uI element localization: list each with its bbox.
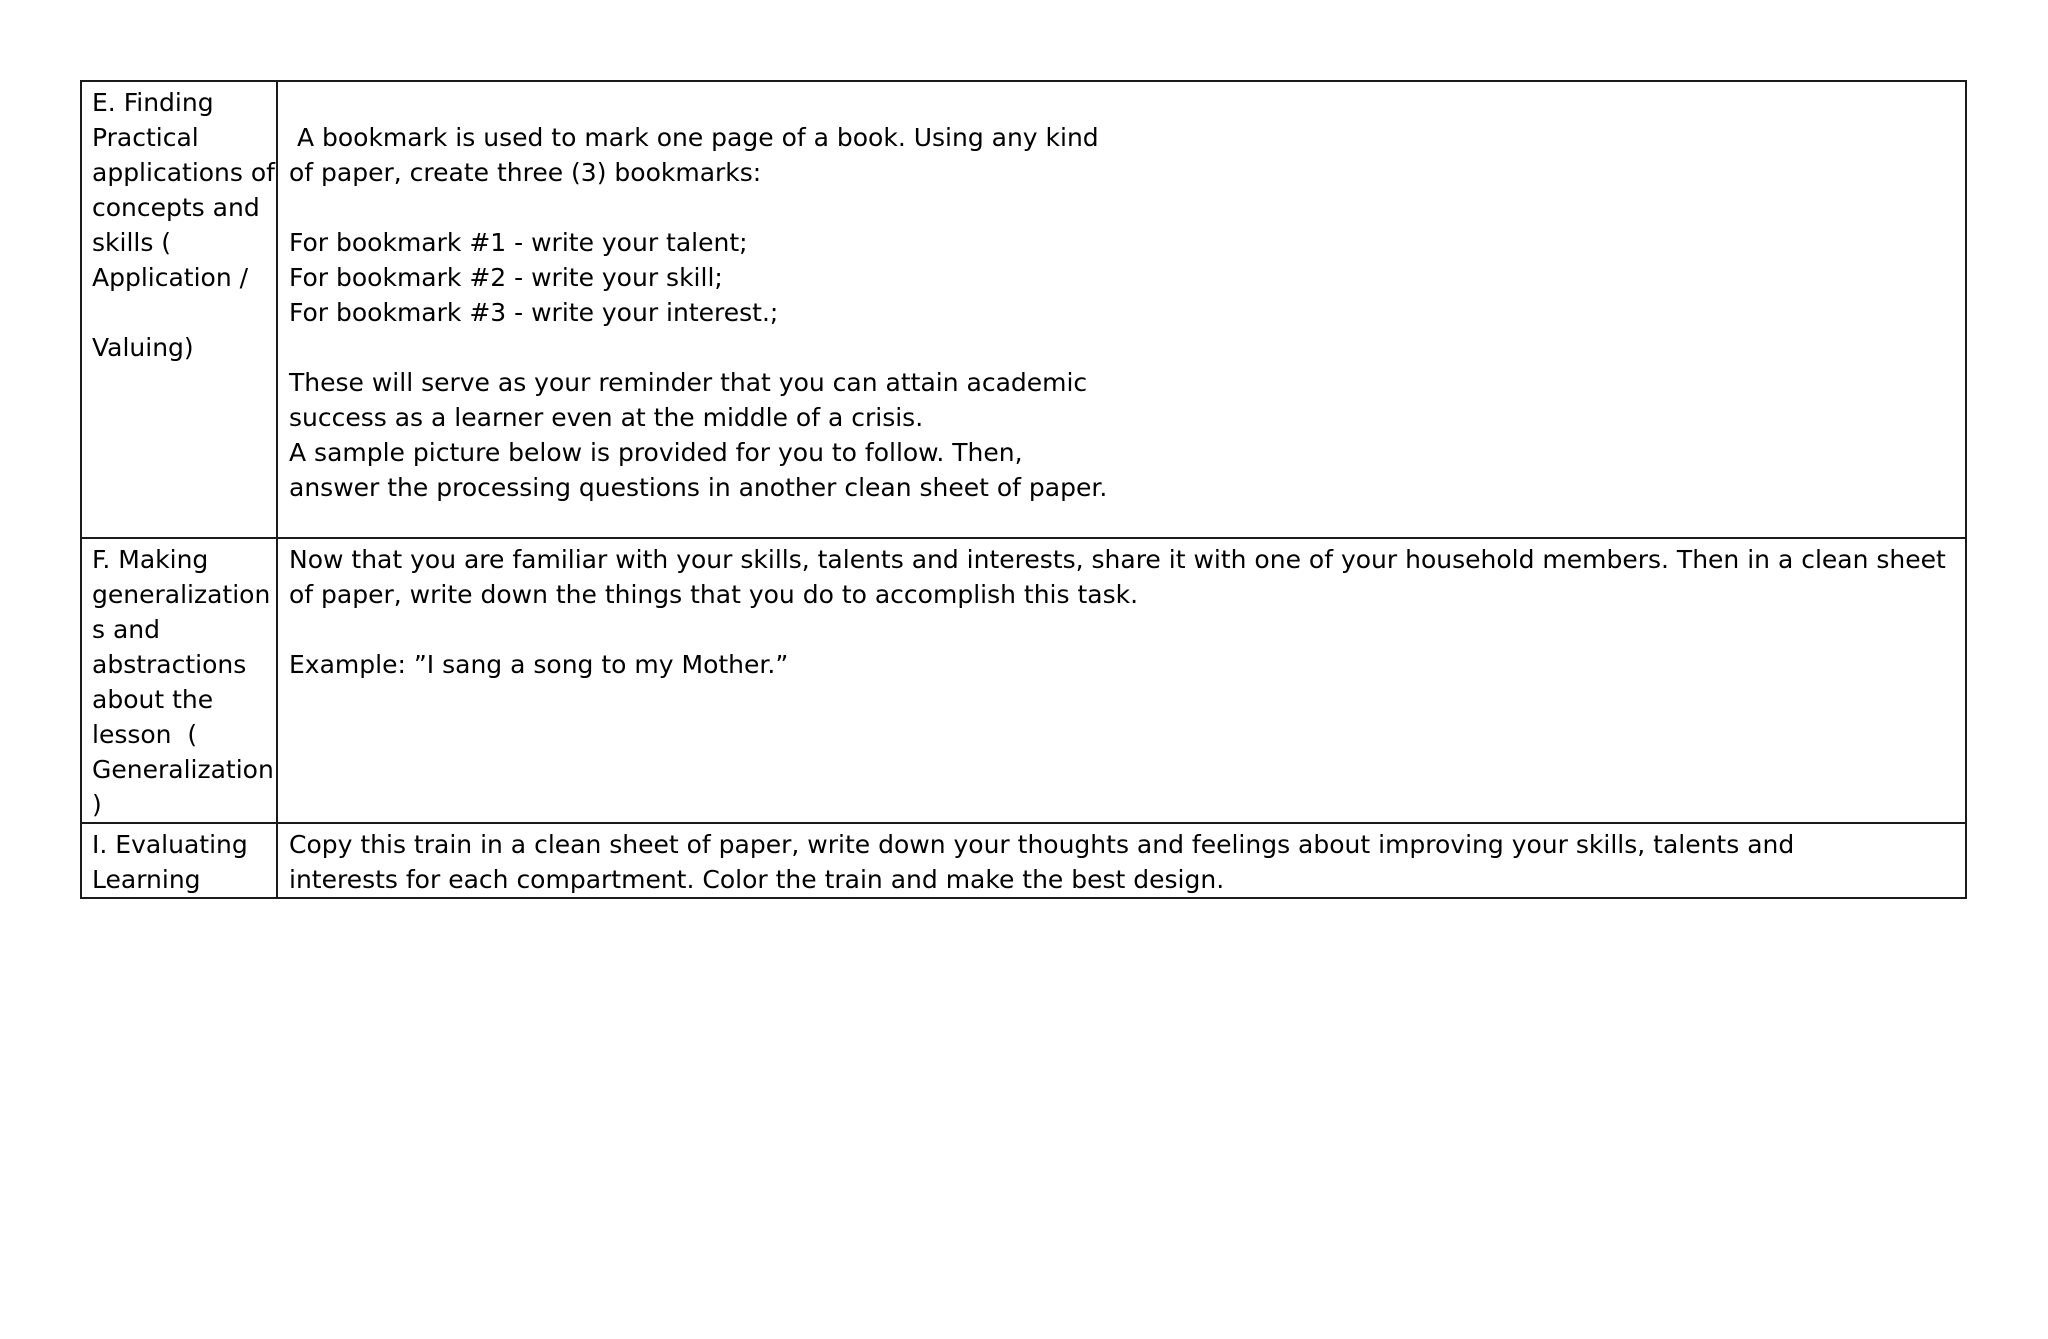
- content-line: of paper, create three (3) bookmarks:: [289, 158, 762, 187]
- lesson-plan-table: [80, 80, 1967, 899]
- content-line: For bookmark #2 - write your skill;: [289, 263, 723, 292]
- row-label-line: E. Finding: [92, 88, 214, 117]
- content-line: For bookmark #1 - write your talent;: [289, 228, 748, 257]
- content-line: of paper, write down the things that you do to accomplish this task.: [289, 580, 1139, 609]
- content-line: interests for each compartment. Color the train and make the best design.: [289, 865, 1225, 894]
- content-line: [289, 612, 1965, 647]
- row-content-cell: [277, 823, 1966, 898]
- content-line: [289, 330, 1965, 365]
- row-content-cell: [277, 81, 1966, 538]
- content-line: These will serve as your reminder that you can attain academic: [289, 368, 1088, 397]
- row-label-line: Generalization: [92, 755, 274, 784]
- table-row-evaluating-learning: [81, 823, 1966, 898]
- row-label-line: skills (: [92, 228, 172, 257]
- row-label-line: lesson (: [92, 720, 198, 749]
- row-label-line: abstractions: [92, 650, 247, 679]
- row-label-line: I. Evaluating: [92, 830, 248, 859]
- row-label-line: [92, 295, 276, 330]
- content-line: [289, 190, 1965, 225]
- content-line: For bookmark #3 - write your interest.;: [289, 298, 779, 327]
- content-line: success as a learner even at the middle of a crisis.: [289, 403, 924, 432]
- row-label-line: Valuing): [92, 333, 194, 362]
- table-row-finding-practical-applications: [81, 81, 1966, 538]
- row-label-cell: [81, 823, 277, 898]
- table-row-making-generalizations: [81, 538, 1966, 823]
- row-content-cell: [277, 538, 1966, 823]
- row-label-line: F. Making: [92, 545, 209, 574]
- row-label-line: concepts and: [92, 193, 260, 222]
- row-label-line: applications of: [92, 158, 275, 187]
- row-label-line: ): [92, 790, 102, 819]
- content-line: Copy this train in a clean sheet of paper, write down your thoughts and feelings about improving your skills, talents and: [289, 830, 1795, 859]
- content-line: Now that you are familiar with your skills, talents and interests, share it with one of your household members. Then in a clean sheet: [289, 545, 1946, 574]
- content-line: Example: ”I sang a song to my Mother.”: [289, 650, 789, 679]
- row-label-line: Application /: [92, 263, 249, 292]
- content-line: [289, 85, 1965, 120]
- row-label-cell: [81, 538, 277, 823]
- row-label-line: s and: [92, 615, 161, 644]
- content-line: A bookmark is used to mark one page of a book. Using any kind: [289, 123, 1099, 152]
- row-label-line: Learning: [92, 865, 201, 894]
- row-label-line: Practical: [92, 123, 199, 152]
- content-line: A sample picture below is provided for you to follow. Then,: [289, 438, 1023, 467]
- row-label-cell: [81, 81, 277, 538]
- content-line: answer the processing questions in another clean sheet of paper.: [289, 473, 1108, 502]
- row-label-line: about the: [92, 685, 214, 714]
- row-label-line: generalization: [92, 580, 271, 609]
